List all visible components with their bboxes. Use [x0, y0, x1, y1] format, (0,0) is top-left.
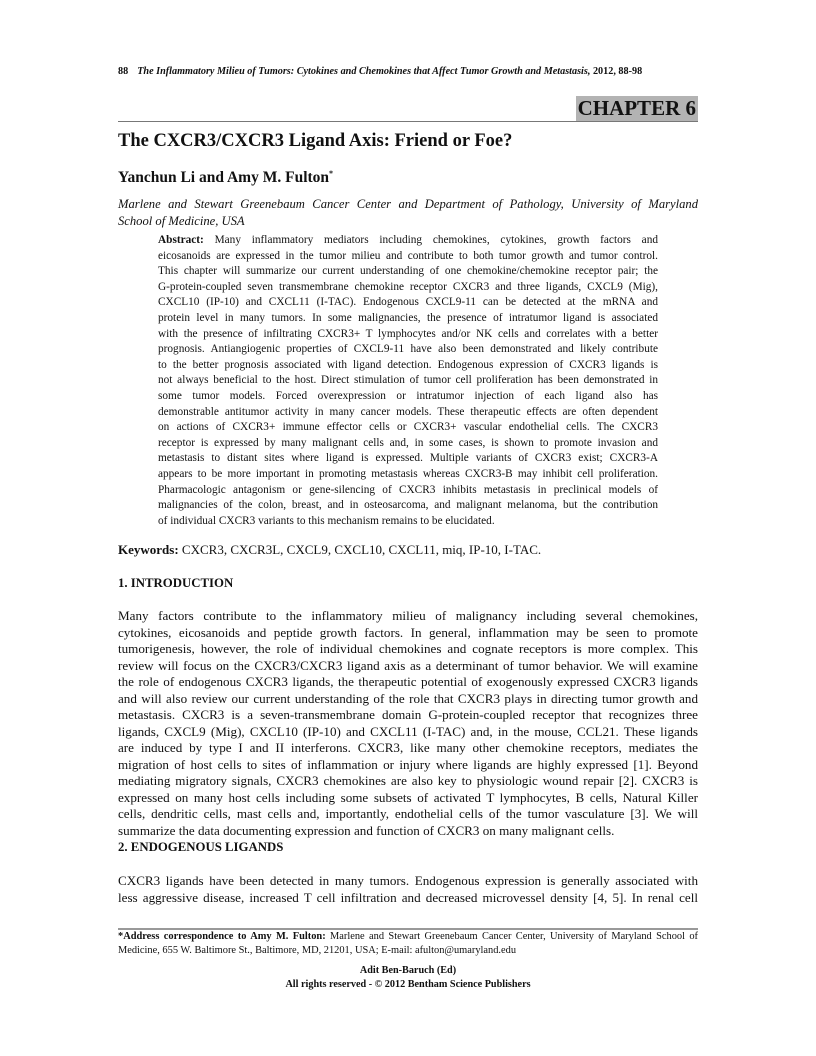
- keywords: [118, 542, 541, 558]
- footnote-line-label: *Address correspondence to Amy M. Fulton:: [118, 931, 326, 942]
- abstract-line: prognosis. Antiangiogenic properties of CXCL9-11 have also been demonstrated and likely contribute: [158, 343, 658, 356]
- abstract-line: eicosanoids are expressed in the tumor milieu and contribute to both tumor growth and tumor control.: [158, 249, 658, 262]
- paragraph-line: are induced by type I and II interferons. CXCR3, like many other chemokine receptors, mediates the: [118, 740, 698, 755]
- paragraph-line: Many factors contribute to the inflammatory milieu of malignancy including several chemokines,: [118, 608, 698, 623]
- abstract-line: G-protein-coupled seven transmembrane chemokine receptor CXCR3 and three ligands, CXCL9 (Mig),: [158, 280, 658, 293]
- abstract-line: to the better prognosis associated with ligand detection. Endogenous expression of CXCR3 ligands is: [158, 358, 658, 371]
- affiliation: [118, 196, 698, 230]
- paragraph-line: and will also review our current understanding of the role that CXCR3 plays in directing tumor growth and: [118, 690, 698, 706]
- author-names: Yanchun Li and Amy M. Fulton: [118, 169, 330, 187]
- paragraph-line: migration of host cells to sites of inflammation or injury where ligands are highly expressed [1]. Beyond: [118, 756, 698, 772]
- chapter-title: The CXCR3/CXCR3 Ligand Axis: Friend or Foe?: [118, 131, 513, 151]
- section-heading-introduction: 1. INTRODUCTION: [118, 576, 234, 590]
- abstract-line: with the presence of infiltrating CXCR3+ T lymphocytes and/or NK cells and correlates with a better: [158, 327, 658, 340]
- paragraph-line: ligands, CXCL9 (Mig), CXCL10 (IP-10) and CXCL11 (I-TAC) and, in the mouse, CCL21. These ligands: [118, 723, 698, 739]
- abstract-line: not always beneficial to the host. Direct stimulation of tumor cell proliferation has been demonstrated in: [158, 374, 658, 387]
- paragraph-line: cells, dendritic cells, mast cells and, importantly, endothelial cells of the tumor vasculature [3]. We will: [118, 806, 698, 821]
- paragraph-line: the role of endogenous CXCR3 ligands, the therapeutic potential of exogenously expressed CXCR3 ligands: [118, 674, 698, 689]
- abstract-line: appears to be more important in promoting metastasis whereas CXCR3-B may inhibit cell proliferation.: [158, 467, 658, 480]
- abstract-line: of individual CXCR3 variants to this mechanism remains to be elucidated.: [158, 514, 495, 527]
- section-heading-endogenous-ligands: 2. ENDOGENOUS LIGANDS: [118, 840, 284, 854]
- abstract-line-text: Many inflammatory mediators including chemokines, cytokines, growth factors and: [203, 234, 658, 246]
- abstract-line: Pharmacologic antagonism or gene-silencing of CXCR3 inhibits metastasis in preclinical models of: [158, 483, 658, 496]
- keywords-text: CXCR3, CXCR3L, CXCL9, CXCL10, CXCL11, miq, IP-10, I-TAC.: [178, 542, 542, 557]
- paragraph-line: tumorigenesis, however, the role of individual chemokines and cognate receptors is more complex. This: [118, 641, 698, 656]
- book-title: The Inflammatory Milieu of Tumors: Cytokines and Chemokines that Affect Tumor Growth and Metastasis,: [137, 66, 591, 77]
- footer: [118, 964, 698, 992]
- abstract-line: [158, 233, 658, 249]
- footnote: [118, 930, 698, 958]
- paragraph-line: review will focus on the CXCR3/CXCR3 ligand axis as a determinant of tumor behavior. We will examine: [118, 657, 698, 673]
- corresponding-mark: *: [329, 169, 334, 178]
- footnote-line: Medicine, 655 W. Baltimore St., Baltimore, MD, 21201, USA; E-mail: afulton@umaryland.edu: [118, 945, 517, 956]
- abstract-line: This chapter will summarize our current understanding of one chemokine/chemokine receptor pair; the: [158, 265, 658, 278]
- paragraph-line: CXCR3 ligands have been detected in many tumors. Endogenous expression is generally associated with: [118, 873, 698, 888]
- page-number: 88: [118, 66, 129, 77]
- abstract-line: metastasis to distant sites where ligand is expressed. Multiple variants of CXCR3 exist; CXCR3-A: [158, 452, 658, 465]
- abstract-line: malignancies of the colon, breast, and in osteosarcoma, and malignant melanoma, but the contribution: [158, 499, 658, 512]
- paragraph-line: cytokines, eicosanoids and peptide growth factors. In general, inflammation may be seen to promote: [118, 624, 698, 640]
- affiliation-line: Marlene and Stewart Greenebaum Cancer Center and Department of Pathology, University of Maryland: [118, 197, 698, 211]
- paragraph-line: expressed on many host cells including some subsets of activated T lymphocytes, B cells, Natural Killer: [118, 789, 698, 805]
- year-pages: 2012, 88-98: [590, 66, 643, 77]
- header-rule: [118, 121, 698, 122]
- abstract-line: CXCL10 (IP-10) and CXCL11 (I-TAC). Endogenous CXCL9-11 can be detected at the mRNA and: [158, 296, 658, 309]
- abstract-line: demonstrable antitumor activity in many cancer models. These therapeutic effects are often dependent: [158, 405, 658, 418]
- abstract-line-label: Abstract:: [158, 234, 204, 246]
- abstract-line: receptor is expressed by many malignant cells and, in some cases, is shown to promote invasion and: [158, 436, 658, 449]
- paragraph-line: less aggressive disease, increased T cell infiltration and decreased microvessel density [4, 5]. In renal cell: [118, 889, 698, 905]
- abstract: [158, 233, 658, 529]
- copyright: All rights reserved - © 2012 Bentham Science Publishers: [285, 979, 531, 990]
- running-head: [118, 66, 642, 77]
- abstract-line: protein level in many tumors. In some malignancies, the presence of intratumor ligand is associated: [158, 311, 658, 324]
- endogenous-ligands-paragraph: [118, 873, 698, 906]
- affiliation-line: School of Medicine, USA: [118, 214, 245, 228]
- authors: [118, 169, 333, 187]
- paragraph-line: metastasis. CXCR3 is a seven-transmembrane domain G-protein-coupled receptor that recognizes three: [118, 707, 698, 722]
- abstract-line: on actions of CXCR3+ immune effector cells or CXCR3+ vascular endothelial cells. The CXCR3: [158, 421, 658, 434]
- editor-credit: Adit Ben-Baruch (Ed): [359, 965, 457, 976]
- chapter-label: CHAPTER 6: [577, 96, 696, 120]
- footnote-line: [118, 930, 698, 944]
- paragraph-line: summarize the data documenting expression and function of CXCR3 on many malignant cells.: [118, 822, 615, 838]
- abstract-line: some tumor models. Forced overexpression or intratumor injection of each ligand also has: [158, 389, 658, 402]
- footnote-line-text: Marlene and Stewart Greenebaum Cancer Center, University of Maryland School of: [325, 931, 699, 942]
- introduction-paragraph: [118, 608, 698, 839]
- paragraph-line: mediating migratory signals, CXCR3 chemokines are also key to physiologic wound repair [2]. CXCR3 is: [118, 773, 698, 788]
- keywords-label: Keywords:: [118, 542, 179, 557]
